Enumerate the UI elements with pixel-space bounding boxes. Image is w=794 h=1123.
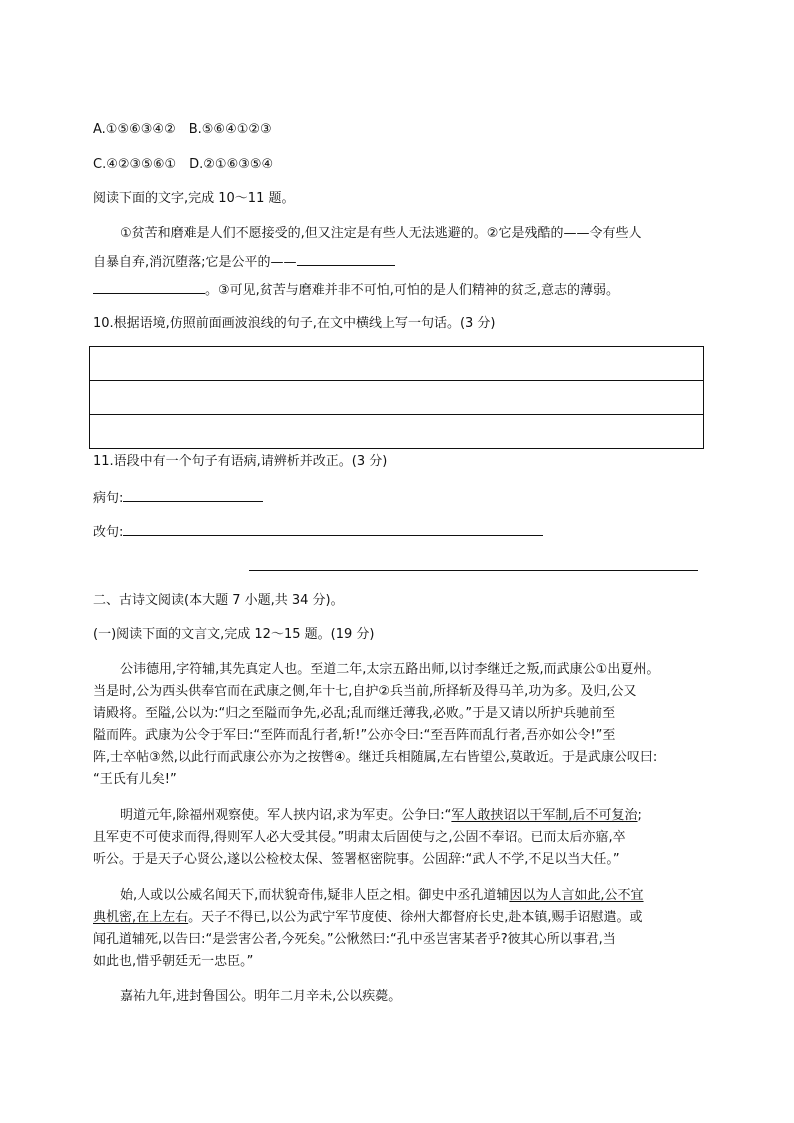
text-line: [93, 909, 643, 927]
underlined-sentence: 典机密,在上左右: [93, 910, 189, 925]
text-line: 听公。于是天子心贤公,遂以公检校太保、签署枢密院事。公固辞:“武人不学,不足以当大任。”: [93, 852, 620, 867]
section-title: 二、古诗文阅读(本大题 7 小题,共 34 分)。: [93, 593, 344, 608]
passage-line: [93, 252, 395, 272]
answer-row[interactable]: [90, 381, 703, 415]
text-line: 且军吏不可使求而得,得则军人必大受其侵。”明肃太后固使与之,公固不奉诏。已而太后亦寤,卒: [93, 830, 626, 845]
option-line-cd: C.④②③⑤⑥① D.②①⑥③⑤④: [93, 157, 274, 172]
question-11: 11.语段中有一个句子有语病,请辨析并改正。(3 分): [93, 454, 388, 469]
text-span: 。天子不得已,以公为武宁军节度使、徐州大都督府长史,赴本镇,赐手诏慰遣。或: [188, 910, 643, 925]
underlined-sentence: 军人敢挟诏以干军制,后不可复治: [451, 808, 638, 823]
fill-blank[interactable]: [93, 280, 205, 294]
wrong-sentence-blank[interactable]: [123, 488, 263, 502]
text-line: 隘而阵。武康为公令于军曰:“至阵而乱行者,斩!”公亦令曰:“至吾阵而乱行者,吾亦如公令!”至: [93, 728, 616, 743]
question-10: 10.根据语境,仿照前面画波浪线的句子,在文中横线上写一句话。(3 分): [93, 316, 496, 331]
text-line: 闻孔道辅死,以告曰:“是尝害公者,今死矣。”公愀然曰:“孔中丞岂害某者乎?彼其心所以事君,当: [93, 932, 616, 947]
text-line: [120, 807, 642, 825]
text-line: “王氏有儿矣!”: [93, 772, 177, 787]
text-line: 当是时,公为西头供奉官而在武康之侧,年十七,自护②兵当前,所择斩及得马羊,功为多。及归,公又: [93, 684, 637, 699]
corrected-sentence-line: [93, 522, 543, 542]
passage-text: 。③可见,贫苦与磨难并非不可怕,可怕的是人们精神的贫乏,意志的薄弱。: [205, 283, 620, 298]
text-line: [120, 887, 644, 905]
wrong-sentence-line: [93, 488, 263, 508]
answer-row[interactable]: [90, 347, 703, 381]
answer-line[interactable]: [249, 570, 698, 571]
text-span: 明道元年,除福州观察使。军人挟内诏,求为军吏。公争曰:“: [120, 808, 452, 823]
text-span: ;: [637, 808, 642, 823]
text-line: 嘉祐九年,进封鲁国公。明年二月辛未,公以疾薨。: [120, 989, 402, 1004]
section-subtitle: (一)阅读下面的文言文,完成 12～15 题。(19 分): [93, 627, 375, 642]
passage-text: 自暴自弃,消沉堕落;它是公平的——: [93, 255, 297, 270]
text-line: 阵,士卒帖③然,以此行而武康公亦为之按辔④。继迁兵相随属,左右皆望公,莫敢近。于是武康公叹曰:: [93, 750, 658, 765]
text-line: 请殿将。至隘,公以为:“归之至隘而争先,必乱;乱而继迁薄我,必败。”于是又请以所护兵驰前至: [93, 706, 616, 721]
option-line-ab: A.①⑤⑥③④② B.⑤⑥④①②③: [93, 122, 272, 137]
underlined-sentence: 因以为人言如此,公不宜: [509, 888, 644, 903]
text-span: 始,人或以公威名闻天下,而状貌奇伟,疑非人臣之相。御史中丞孔道辅: [120, 888, 510, 903]
answer-box: [89, 346, 704, 449]
text-line: 公讳德用,字符辅,其先真定人也。至道二年,太宗五路出师,以讨李继迁之叛,而武康公①出夏州。: [120, 662, 660, 677]
fill-blank[interactable]: [297, 252, 395, 266]
text-line: 如此也,惜乎朝廷无一忠臣。”: [93, 954, 254, 969]
passage-line: ①贫苦和磨难是人们不愿接受的,但又注定是有些人无法逃避的。②它是残酷的——令有些人: [120, 226, 642, 241]
passage-line: [93, 280, 619, 300]
answer-row[interactable]: [90, 415, 703, 449]
corrected-sentence-blank[interactable]: [123, 522, 543, 536]
corrected-sentence-label: 改句:: [93, 525, 124, 540]
wrong-sentence-label: 病句:: [93, 491, 124, 506]
reading-intro: 阅读下面的文字,完成 10～11 题。: [93, 191, 295, 206]
